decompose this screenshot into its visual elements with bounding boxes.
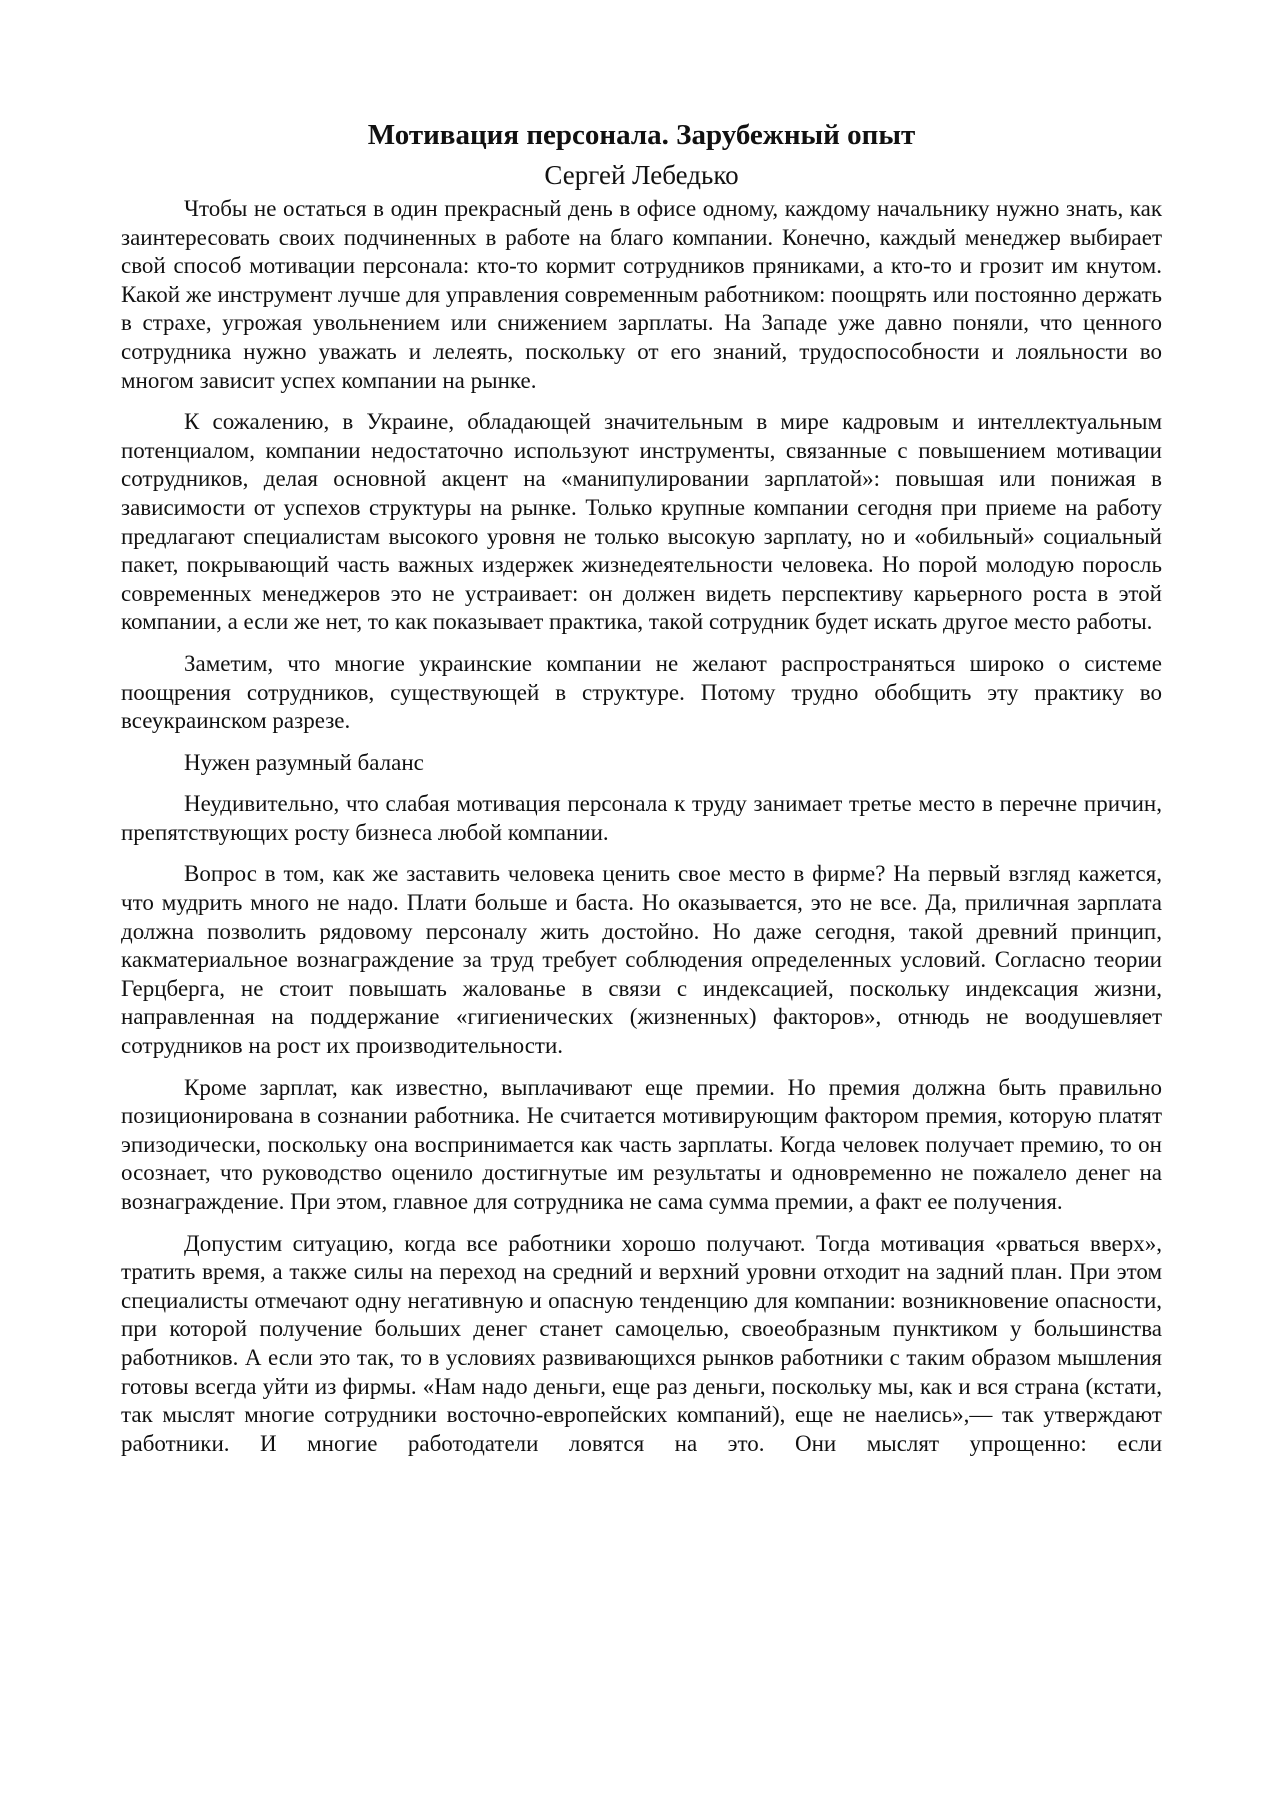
- paragraph-1: Чтобы не остаться в один прекрасный день в офисе одному, каждому начальнику нужно знать, как заинтересовать своих подчиненных в работе на благо компании. Конечно, каждый менеджер выбирает свой способ мотивации персонала: кто-то кормит сотрудников пряниками, а кто-то и грозит им кнутом. Какой же инструмент лучше для управления современным работником: поощрять или постоянно держать в страхе, угрожая увольнением или снижением зарплаты. На Западе уже давно поняли, что ценного сотрудника нужно уважать и лелеять, поскольку от его знаний, трудоспособности и лояльности во многом зависит успех компании на рынке.: [121, 196, 1162, 393]
- document-author: Сергей Лебедько: [544, 160, 739, 190]
- document-page: [121, 118, 1162, 1458]
- paragraph-2: К сожалению, в Украине, обладающей значительным в мире кадровым и интеллектуальным потенциалом, компании недостаточно используют инструменты, связанные с повышением мотивации сотрудников, делая основной акцент на «манипулировании зарплатой»: повышая или понижая в зависимости от успехов структуры на рынке. Только крупные компании сегодня при приеме на работу предлагают специалистам высокого уровня не только высокую зарплату, но и «обильный» социальный пакет, покрывающий часть важных издержек жизнедеятельности человека. Но порой молодую поросль современных менеджеров это не устраивает: он должен видеть перспективу карьерного роста в этой компании, а если же нет, то как показывает практика, такой сотрудник будет искать другое место работы.: [121, 409, 1162, 635]
- paragraph-4: Неудивительно, что слабая мотивация персонала к труду занимает третье место в перечне причин, препятствующих росту бизнеса любой компании.: [121, 791, 1162, 845]
- paragraph-6: Кроме зарплат, как известно, выплачивают еще премии. Но премия должна быть правильно позиционирована в сознании работника. Не считается мотивирующим фактором премия, которую платят эпизодически, поскольку она воспринимается как часть зарплаты. Когда человек получает премию, то он осознает, что руководство оценило достигнутые им результаты и одновременно не пожалело денег на вознаграждение. При этом, главное для сотрудника не сама сумма премии, а факт ее получения.: [121, 1074, 1162, 1214]
- paragraph-3: Заметим, что многие украинские компании не желают распространяться широко о системе поощрения сотрудников, существующей в структуре. Потому трудно обобщить эту практику во всеукраинском разрезе.: [121, 650, 1162, 734]
- document-title: Мотивация персонала. Зарубежный опыт: [367, 119, 916, 151]
- paragraph-7: Допустим ситуацию, когда все работники хорошо получают. Тогда мотивация «рваться вверх», тратить время, а также силы на переход на средний и верхний уровни отходит на задний план. При этом специалисты отмечают одну негативную и опасную тенденцию для компании: возникновение опасности, при которой получение больших денег станет самоцелью, своеобразным пунктиком у большинства работников. А если это так, то в условиях развивающихся рынков работники с таким образом мышления готовы всегда уйти из фирмы. «Нам надо деньги, еще раз деньги, поскольку мы, как и вся страна (кстати, так мыслят многие сотрудники восточно-европейских компаний), еще не наелись»,— так утверждают работники. И многие работодатели ловятся на это. Они мыслят упрощенно: если: [121, 1230, 1162, 1456]
- paragraph-5: Вопрос в том, как же заставить человека ценить свое место в фирме? На первый взгляд кажется, что мудрить много не надо. Плати больше и баста. Но оказывается, это не все. Да, приличная зарплата должна позволить рядовому персоналу жить достойно. Но даже сегодня, такой древний принцип, какматериальное вознаграждение за труд требует соблюдения определенных условий. Согласно теории Герцберга, не стоит повышать жалованье в связи с индексацией, поскольку индексация жизни, направленная на поддержание «гигиенических (жизненных) факторов», отнюдь не воодушевляет сотрудников на рост их производительности.: [121, 861, 1162, 1059]
- section-subheading: Нужен разумный баланс: [184, 749, 424, 775]
